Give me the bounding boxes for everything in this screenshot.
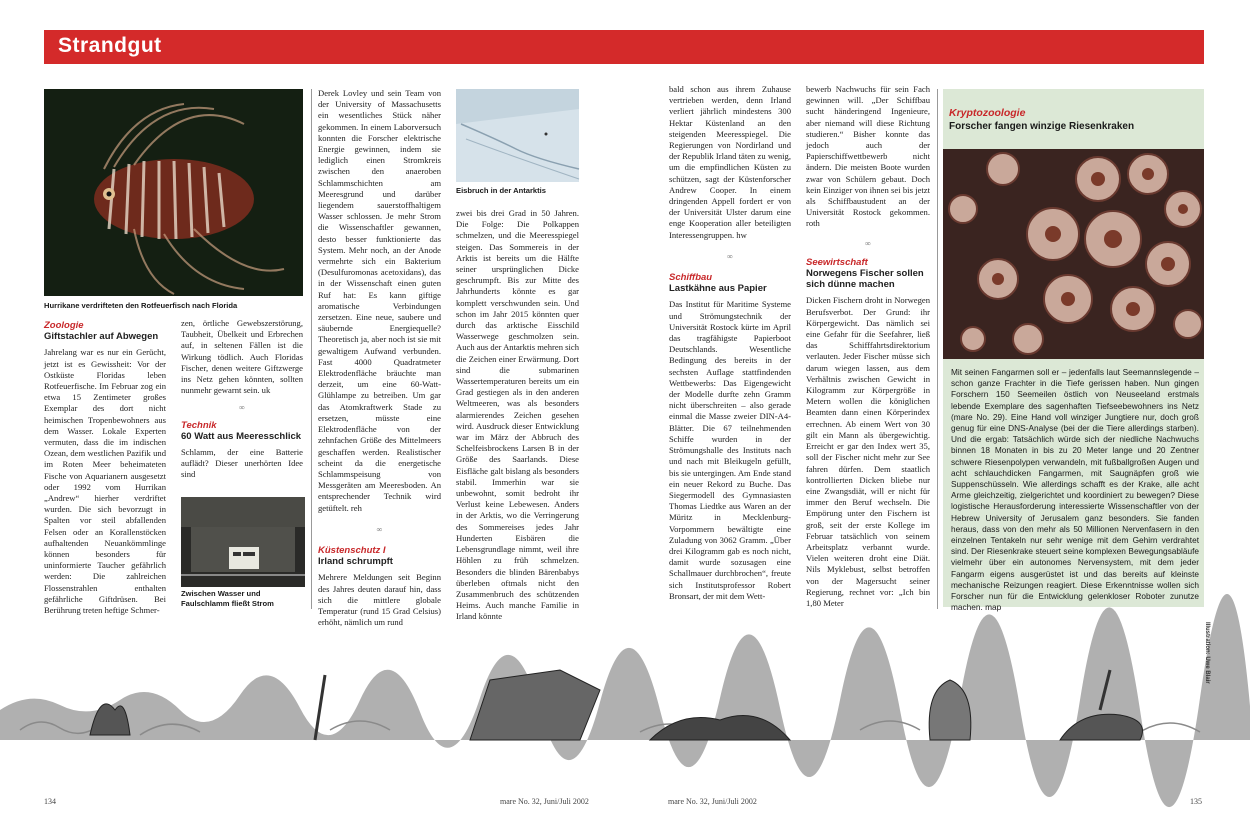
body-kryptozoologie: Mit seinen Fangarmen soll er – jedenfalls laut Seemannslegende – schon ganze Frachter in die Tiefe gerissen haben. Nun gingen Forschern 150 Seemeilen östlich von Neuseeland erstmals lebende Exemplare des sagenhaften Tiefseebewohners ins Netz (mare No. 29). Eine Hand voll winziger Jungtiere nur, doch groß genug für eine DNS-Analyse (bei der die Tiere allerdings starben). Und die ergab: Tatsächlich würde sich der niedliche Nachwuchs binnen 18 Monaten in bis zu 20 Meter lange und 20 Zentner schwere Riesenpolypen verwandeln, mit fußballgroßen Augen und acht schlauchdicken Fangarmen, mit Saugnäpfen groß wie Suppenschüsseln. Wie allerdings schafft es der Krake, alle acht Arme gleichzeitig, zielgerichtet und koordiniert zu bewegen? Diese logistische Herausforderung interessierte Wissenschaftler von der Hebrew University of Jerusalem ganz besonders. Sie fanden heraus, dass von den mehr als 50 Millionen Nervenfasern in den einzelnen Tentakeln nur sehr wenige mit dem Gehirn verdrahtet sind. Der Riesenkrake steuert seine komplexen Bewegungsabläufe vielmehr über ein autonomes Nervensystem, mit dem jeder Fangarm eigens ausgerüstet ist und das bereits auf kleinste mechanische Reizungen reagiert. Diese Erkenntnisse wollen sich Forscher nun für die Entwicklung gelenkloser Roboter zunutze machen. map — [951, 367, 1199, 613]
separator-icon: ∞ — [865, 238, 871, 248]
body-zoologie: Jahrelang war es nur ein Gerücht, jetzt ist es Gewissheit: Vor der Ostküste Floridas leben Rotfeuerfische. Im Februar zog ein etwa 15 Zentimeter großes Exemplar des dort nicht heimischen Tropenbewohners aus dem Wasser. Lokale Experten vermuten, dass die im indischen Ozean, dem westlichen Pazifik und im Roten Meer beheimateten Fische von Aquarianern ausgesetzt oder 1992 vom Hurrikan „Andrew“ hierher verdriftet wurden. Die sich bevorzugt in Spalten vor steil abfallenden Felsen oder an Korallenstöcken aufhaltenden Neuankömmlinge können besonders für uninformierte Taucher gefährlich werden: Die zahlreichen Flossenstrahlen enthalten gefährliche Giftdrüsen. Bei Berührung treten heftige Schmer- — [44, 347, 166, 616]
headline-kryptozoologie: Forscher fangen winzige Riesenkraken — [949, 121, 1135, 132]
waves-and-wrecks-illustration — [0, 650, 1250, 790]
body-seewirtschaft: Dicken Fischern droht in Norwegen Berufsverbot. Der Grund: ihr Körpergewicht. Das nämlich sei eine Gefahr für die Seefahrer, ließ das Schifffahrtsdirektorium verlauten. Jeder Fischer müsse sich darum wiegen lassen, aus dem Verhältnis zwischen Gewicht in Kilogramm zur Körpergröße in Metern wollen die königlichen Beamten dann einen Körperindex errechnen. Ab einem Wert von 30 gilt ein Mann als übergewichtig. Erreicht er gar den Index wert 35, soll der Fischer nicht mehr zur See fahren dürfen. Dem staatlich kontrollierten Dicken bliebe nur eine Zwangsdiät, will er nicht für immer den Beruf wechseln. Die Empörung unter den Fischern ist groß, seit der erste Kollege im Februar tatsächlich von seinem Arbeitsplatz verbannt wurde. Vielen weiteren droht eine Diät. Nils Myklebust, selbst betroffen von der Magersucht seiner Regierung, rechnet vor: „Ich bin 1,80 Meter — [806, 295, 930, 608]
article-kuestenschutz — [318, 88, 441, 628]
body-technik-cont: Derek Lovley und sein Team von der University of Massachusetts ein wesentliches Stück näher gekommen. In einem Laborversuch konnten die Forscher elektrische Energie gewinnen, indem sie lediglich einen Stromkreis zwischen den anaeroben Schlammschichten am Meeresgrund und darüber liegendem sauerstoffhaltigem Wasser schlossen. Je mehr Strom die Wissenschaftler gewannen, desto besser funktionierte das System. Mehr noch, an der Anode vermehrte sich ein Bakterium (Desulfuromonas acetoxidans), das in der Wissenschaft einen guten Ruf hat: Es kann giftige aromatische Verbindungen zersetzen. Eine neue, saubere und säubernde Energiequelle? Theoretisch ja, aber noch ist sie mit gewaltigem Aufwand verbunden. Fast 4000 Quadratmeter Elektrodenfläche bräuchte man derzeit, um eine 60-Watt-Glühlampe zu betreiben. Um gar das Atomkraftwerk Stade zu ersetzen, müsste eine Elektrodenfläche von der zehnfachen Größe des Mittelmeers geschaffen werden. Realistischer scheint da die energetische Schlammspeisung von Messgeräten am Meeresboden. An entsprechender Technik wird getüftelt. reh — [318, 88, 441, 513]
article-schiffbau — [669, 84, 791, 608]
kicker-kuestenschutz: Küstenschutz I — [318, 544, 386, 556]
separator-icon: ∞ — [376, 524, 383, 534]
lab-caption: Zwischen Wasser und Faulschlamm fließt Strom — [181, 589, 274, 608]
column-rule — [311, 89, 312, 609]
body-schiffbau: Das Institut für Maritime Systeme und Strömungstechnik der Universität Rostock kürte im April das tragfähigste Papierboot Deutschlands. Wesentliche Bedingung des bereits in der sechsten Auflage stattfindenden Wettbewerbs: Das Eigengewicht der Modelle durfte zehn Gramm nicht überschreiten – also gerade einmal die Masse zweier DIN-A4-Blätter. Die 67 teilnehmenden Schiffe wurden in der Strömungshalle des Instituts nach und nach mit Bleikugeln gefüllt, bis sie untergingen. Am Ende stand ein neuer Rekord zu Buche. Das Siegermodell des Gymnasiasten Thomas Liedtke aus Waren an der Müritz in Mecklenburg-Vorpommern bewältigte eine Zuladung von 3062 Gramm. „Über drei Kilogramm gab es noch nicht, damit wurde sozusagen eine Schallmauer durchbrochen“, freute sich Institutsprofessor Robert Bronsart, der mit dem Wett- — [669, 299, 791, 601]
headline-technik: 60 Watt aus Meeresschlick — [181, 430, 302, 442]
body-kuestenschutz-cont: zwei bis drei Grad in 50 Jahren. Die Folge: Die Polkappen schmelzen, und die Meeresspiegel steigen. Das Sommereis in der Arktis ist bereits um die Hälfte seiner ursprünglichen Dicke geschrumpft. Bis zur Mitte des Jahrhunderts könnte es gar komplett verschwunden sein. Und schon im Jahr 2015 könnten quer durch das arktische Eisschild Wasserwege geschmolzen sein. Auch aus der Antarktis mehren sich die Zeichen einer Erwärmung. Dort sind die submarinen Wassertemperaturen bereits um ein Grad gestiegen als in den anderen Weltmeeren, was als besonders alarmierendes Zeichen gesehen wird. Ausdruck dieser Entwicklung war im März der Abbruch des Schelfeisbrockens Larsen B in der Größe des Saarlands. Diese Eisfläche galt bislang als besonders stabil. Immerhin war sie unbewohnt, somit bedroht ihr Verlust keine Lebewesen. Anders in der Arktis, wo die Verringerung des Sommereises jedes Jahr Hunderten Eisbären die Lebensgrundlage nimmt, weil ihre Höhlen zu früh schmelzen. Besonders die blinden Bärenbabys überleben oftmals nicht den Zusammenbruch des schützenden Heims. Auch manche Familie in Irland könnte — [456, 208, 579, 622]
ice-illustration — [456, 89, 579, 182]
antarctic-photo — [456, 89, 579, 182]
article-kuestenschutz-cont — [456, 208, 579, 622]
section-banner — [44, 30, 1204, 64]
headline-schiffbau: Lastkähne aus Papier — [669, 283, 767, 295]
illustration-credit: Illustration: Uwe Blair — [1204, 622, 1210, 684]
headline-zoologie: Giftstachler auf Abwegen — [44, 331, 159, 343]
kicker-seewirtschaft: Seewirtschaft — [806, 256, 868, 268]
lionfish-photo — [44, 89, 303, 296]
octopus-suckers-illustration — [943, 149, 1204, 359]
body-technik: Schlamm, der eine Batterie auflädt? Dieser unerhörten Idee sind — [181, 447, 303, 480]
page-number-right: 135 — [1190, 797, 1202, 806]
separator-icon: ∞ — [239, 403, 245, 413]
octopus-photo — [943, 149, 1204, 359]
lionfish-illustration — [44, 89, 303, 296]
article-technik — [181, 318, 303, 490]
antarctic-caption: Eisbruch in der Antarktis — [456, 186, 547, 195]
bottom-illustration — [0, 650, 1250, 790]
sidebar-kryptozoologie — [943, 89, 1204, 613]
kicker-schiffbau: Schiffbau — [669, 272, 713, 284]
article-seewirtschaft — [806, 84, 930, 608]
article-zoologie — [44, 318, 166, 614]
kicker-technik: Technik — [181, 419, 217, 431]
page-number-left: 134 — [44, 797, 56, 806]
kicker-kryptozoologie: Kryptozoologie — [949, 107, 1026, 119]
body-schiffbau-cont: bewerb Nachwuchs für sein Fach gewinnen will. „Der Schiffbau sucht händeringend Ingenieure, aber niemand will diese Richtung studieren.“ Bisher konnte das jedoch auch der Papierschiffwettbewerb nicht ändern. Die meisten Boote wurden zwar von Schülern gebaut. Doch kein Einziger von ihnen sei bis jetzt als Schiffbaustudent an der Universität Rostock gekommen. roth — [806, 84, 930, 229]
issue-info-left: mare No. 32, Juni/Juli 2002 — [500, 797, 589, 806]
body-kuestenschutz: Mehrere Meldungen seit Beginn des Jahres deuten darauf hin, dass sich die mittlere globale Temperatur (rund 15 Grad Celsius) erhöht, nämlich um rund — [318, 572, 441, 628]
body-kuestenschutz-end: bald schon aus ihrem Zuhause vertrieben werden, denn Irland verliert jährlich mindestens 300 Hektar Küstenland an den steigenden Meeresspiegel. Die Regierungen von Nordirland und der Republik Irland täten zu wenig, um die empfindlichen Küsten zu schützen, sagt der Küstenforscher Andrew Cooper. In einem dringenden Appell fordert er von der Universität Ulster darum eine enge Kooperation aller beteiligten Interessengruppen. hw — [669, 84, 791, 240]
column-rule — [937, 89, 938, 609]
lab-photo — [181, 497, 305, 587]
kicker-zoologie: Zoologie — [44, 320, 84, 331]
issue-info-right: mare No. 32, Juni/Juli 2002 — [668, 797, 757, 806]
headline-seewirtschaft: Norwegens Fischer sollen sich dünne machen — [806, 268, 924, 291]
section-title: Strandgut — [58, 34, 162, 57]
lab-illustration — [181, 497, 305, 587]
lionfish-caption: Hurrikane verdrifteten den Rotfeuerfisch nach Florida — [44, 301, 238, 310]
body-zoologie-cont: zen, örtliche Gewebszerstörung, Taubheit, Übelkeit und Erbrechen auf, in seltenen Fällen ist die Wirkung tödlich. Auch Floridas Fischer, denen weitere Giftzwerge ins Netz gehen könnten, sollten nunmehr gewarnt sein. uk — [181, 318, 303, 396]
headline-kuestenschutz: Irland schrumpft — [318, 556, 393, 568]
separator-icon: ∞ — [727, 251, 733, 261]
